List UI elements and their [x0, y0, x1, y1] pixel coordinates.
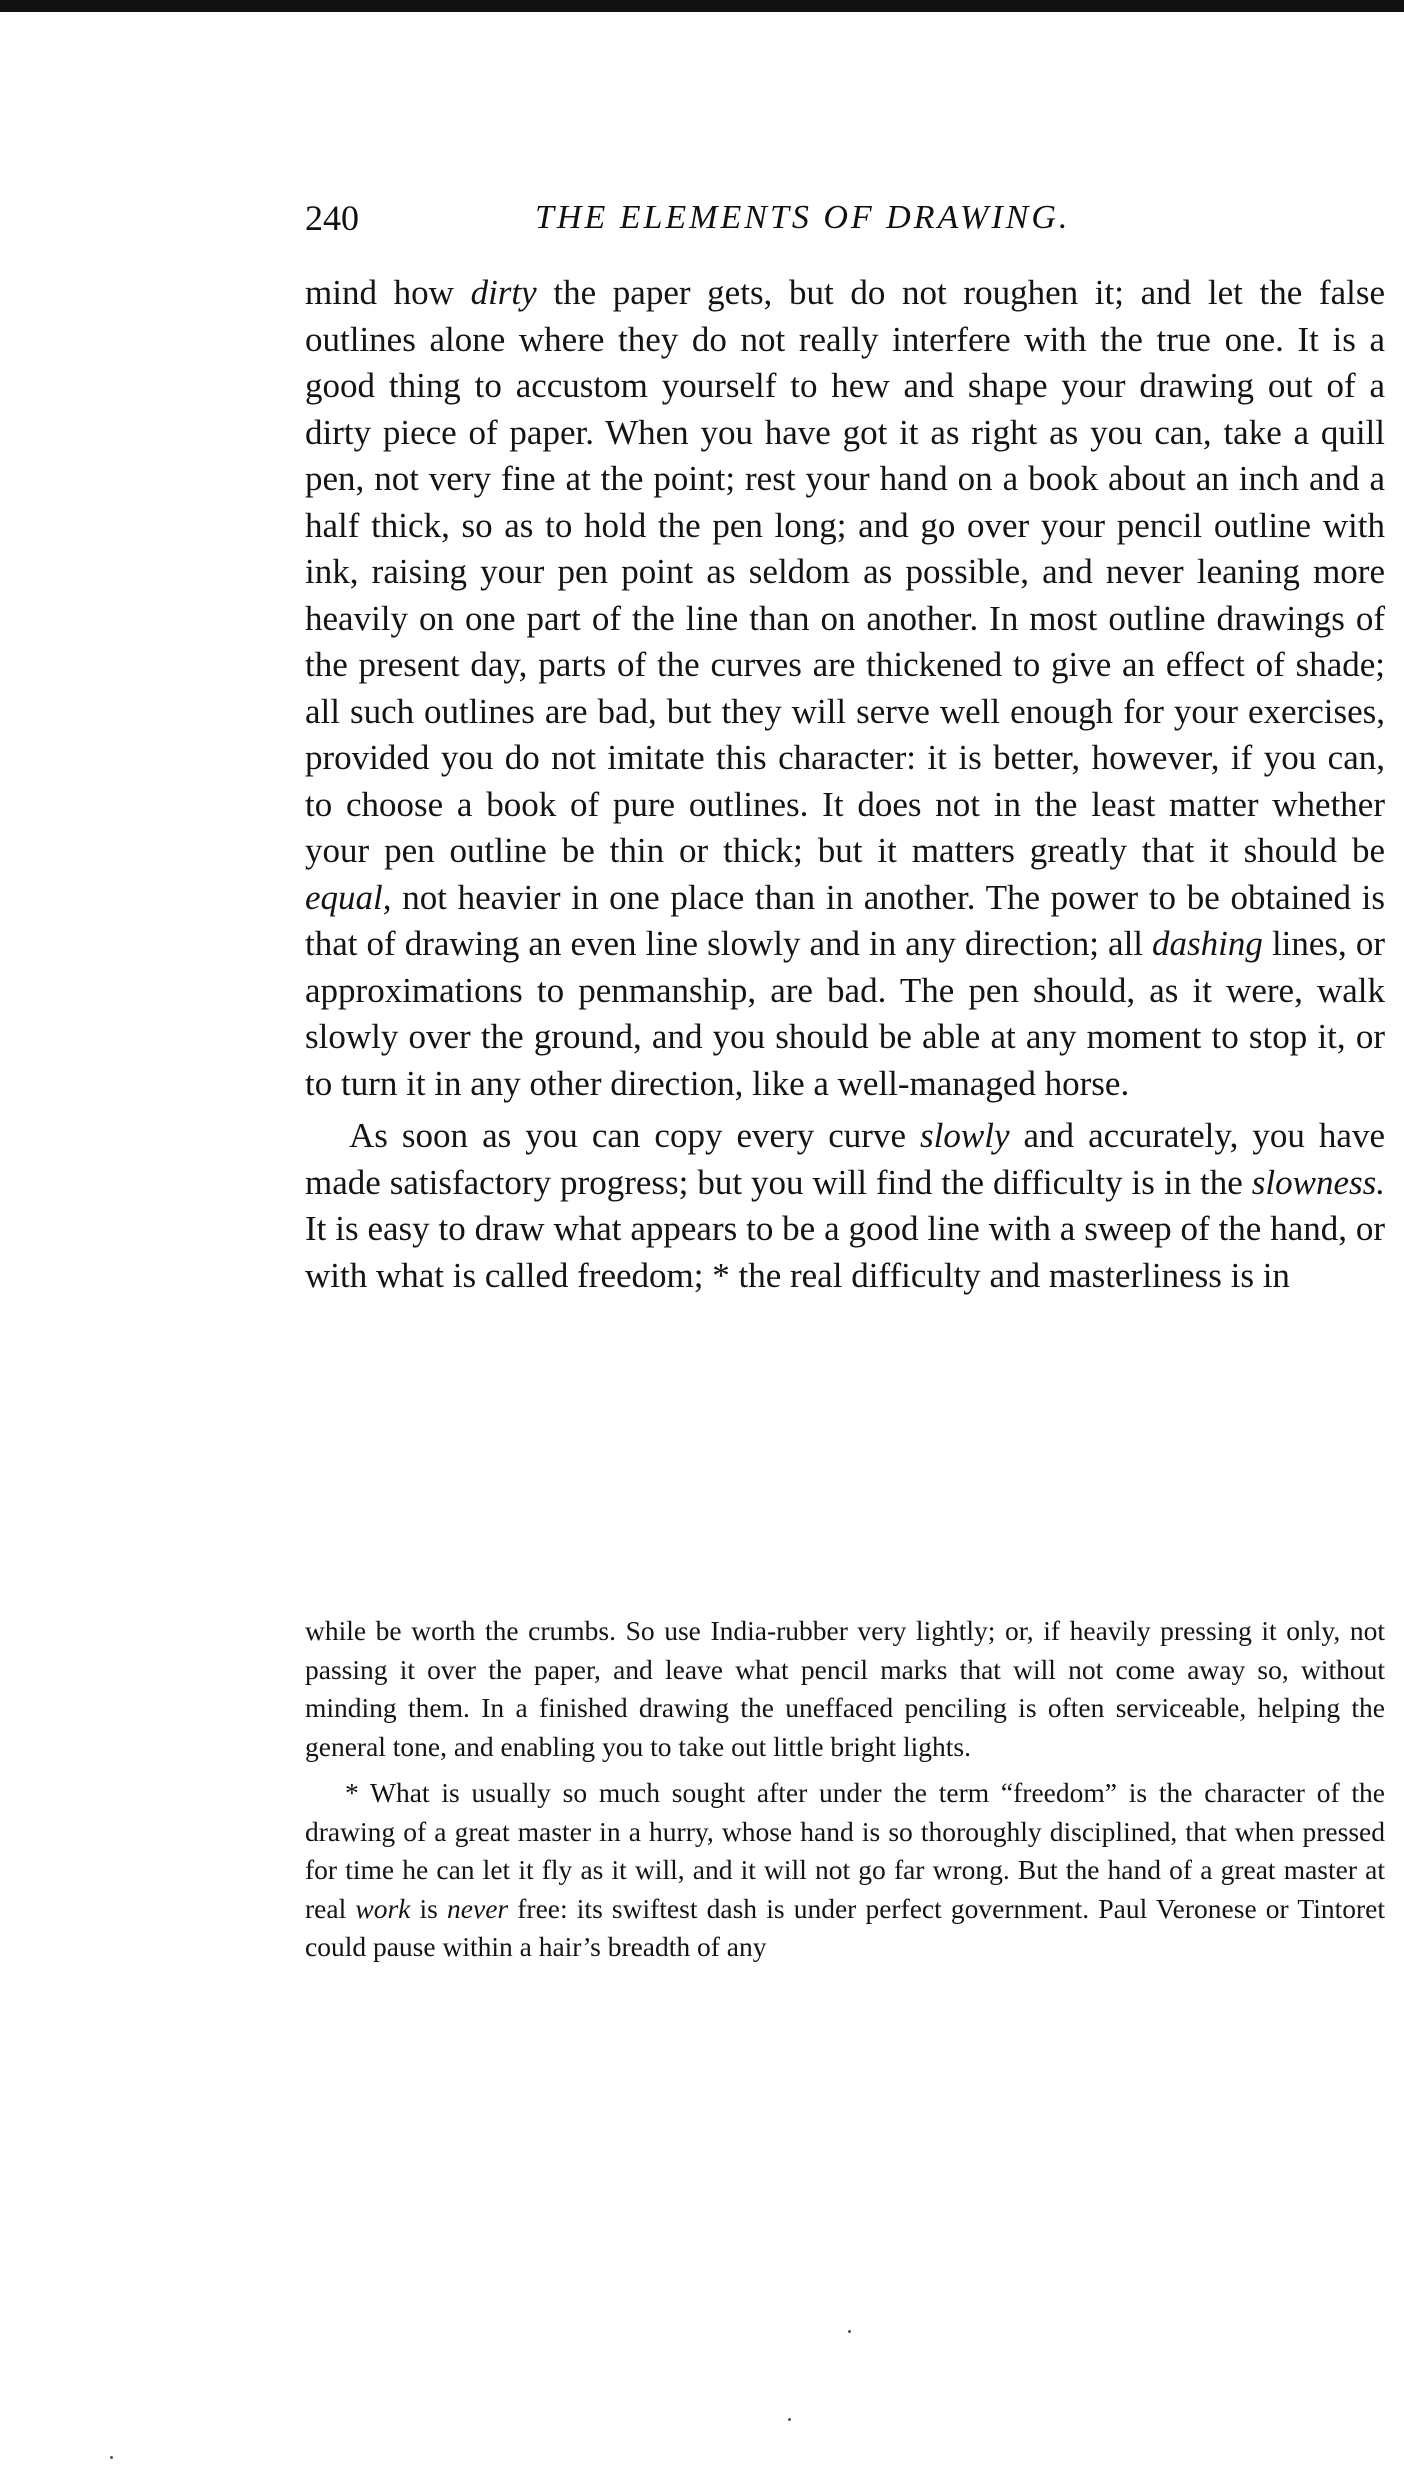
italic-run: slowness. — [1251, 1162, 1385, 1202]
page-number: 240 — [305, 198, 359, 238]
footnote-freedom — [305, 1774, 1385, 1967]
italic-run: slowly — [920, 1116, 1010, 1155]
print-speck — [848, 2330, 851, 2333]
italic-run: dirty — [470, 273, 537, 312]
italic-run: equal, — [305, 877, 392, 917]
text-run: It is easy to draw what appears to be a good line with a sweep of the hand, or with what is called freedom; * the real difficulty and masterliness is in — [305, 1209, 1385, 1295]
running-title: THE ELEMENTS OF DRAWING. — [535, 199, 1071, 236]
paragraph-2 — [305, 1113, 1385, 1299]
text-run: and accurately, you have made satisfactory progress; but you will find the difficulty is in the — [305, 1116, 1385, 1202]
page-header — [305, 196, 1385, 240]
text-run: is — [410, 1892, 448, 1924]
print-speck — [788, 2418, 791, 2421]
text-run: free: its swiftest dash is under perfect government. Paul Veronese or Tintoret could pause within a hair’s breadth of any — [305, 1892, 1385, 1962]
text-run: * What is usually so much sought after under the term “freedom” is the character of the drawing of a great master in a hurry, whose hand is so thoroughly disciplined, that when pressed for time he can let it fly as it will, and it will not go far wrong. But the hand of a great master at real — [305, 1777, 1385, 1924]
text-run: mind how — [305, 273, 471, 312]
italic-run: never — [447, 1892, 509, 1924]
footnotes — [305, 1612, 1385, 1967]
print-speck — [110, 2456, 113, 2459]
italic-run: dashing — [1152, 924, 1263, 963]
text-run: lines, or approximations to penmanship, are bad. The pen should, as it were, walk slowly over the ground, and you should be able at any moment to stop it, or to turn it in any other direction, like a well-managed horse. — [305, 924, 1385, 1103]
text-run: not heavier in one place than in another. The power to be obtained is that of drawing an even line slowly and in any direction; all — [305, 877, 1385, 963]
footnote-continuation: while be worth the crumbs. So use India-rubber very lightly; or, if heavily pressing it only, not passing it over the paper, and leave what pencil marks that will not come away so, without minding them. In a finished drawing the uneffaced penciling is often serviceable, helping the general tone, and enabling you to take out little bright lights. — [305, 1615, 1385, 1762]
body-text — [305, 270, 1385, 1299]
paragraph-1 — [305, 270, 1385, 1107]
italic-run: work — [355, 1892, 411, 1924]
text-run: the paper gets, but do not roughen it; and let the false outlines alone where they do not really interfere with the true one. It is a good thing to accustom yourself to hew and shape your drawing out of a dirty piece of paper. When you have got it as right as you can, take a quill pen, not very fine at the point; rest your hand on a book about an inch and a half thick, so as to hold the pen long; and go over your pencil outline with ink, raising your pen point as seldom as possible, and never leaning more heavily on one part of the line than on another. In most outline drawings of the present day, parts of the curves are thickened to give an effect of shade; all such outlines are bad, but they will serve well enough for your exercises, provided you do not imitate this character: it is better, however, if you can, to choose a book of pure outlines. It does not in the least matter whether your pen outline be thin or thick; but it matters greatly that it should be — [305, 273, 1385, 870]
top-border-rule — [0, 0, 1404, 12]
text-run: As soon as you can copy every curve — [349, 1116, 921, 1155]
